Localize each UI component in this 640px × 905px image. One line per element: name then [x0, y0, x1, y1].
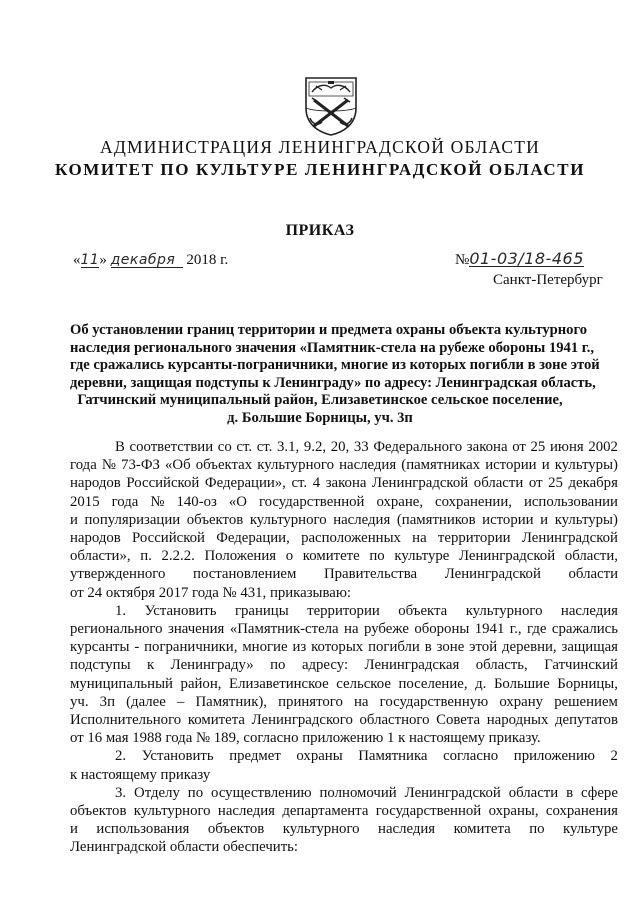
paragraph-line: 2015 года № 140-оз «О государственной охране, сохранении, использовании — [70, 493, 618, 510]
coat-of-arms-emblem — [302, 74, 360, 136]
number-value: 01-03/18-465 — [469, 249, 584, 268]
paragraph-line: 3. Отделу по осуществлению полномочий Ленинградской области в сфере — [115, 784, 618, 801]
paragraph-line: регионального значения «Памятник-стела на рубеже обороны 1941 г., где сражались — [70, 621, 618, 638]
number-sign: № — [455, 252, 470, 268]
title-line: где сражались курсанты-пограничники, многие из которых погибли в зоне этой — [70, 357, 600, 374]
paragraph-line: подступы к Ленинграду» по адресу: Ленинградская область, Гатчинский — [70, 657, 618, 674]
document-type: ПРИКАЗ — [285, 222, 355, 239]
paragraph — [70, 784, 618, 857]
order-body — [70, 438, 618, 857]
paragraph-line: народов Российской Федерации, расположенных на территории Ленинградской — [70, 530, 618, 547]
order-date — [73, 252, 228, 269]
date-open-quote: « — [73, 252, 81, 268]
date-year: 2018 г. — [186, 252, 229, 268]
paragraph — [70, 602, 618, 748]
paragraph — [70, 438, 618, 602]
paragraph-line: народов Российской Федерации», ст. 4 закона Ленинградской области от 25 декабря — [70, 475, 618, 492]
paragraph-line: Исполнительного комитета Ленинградского областного Совета народных депутатов — [70, 712, 618, 729]
title-line: д. Большие Борницы, уч. 3п — [227, 409, 413, 426]
paragraph-line: уч. 3п (далее – Памятник), принятого на государственную охрану решением — [70, 693, 618, 710]
organization-name: АДМИНИСТРАЦИЯ ЛЕНИНГРАДСКОЙ ОБЛАСТИ — [100, 137, 540, 157]
paragraph-line: 2. Установить предмет охраны Памятника согласно приложению 2 — [115, 748, 618, 765]
paragraph-line: от 24 октября 2017 года № 431, приказываю: — [70, 584, 352, 601]
city: Санкт-Петербург — [493, 272, 603, 288]
paragraph-line: утвержденного постановлением Правительства Ленинградской области — [70, 566, 618, 583]
paragraph-line: к настоящему приказу — [70, 766, 211, 783]
paragraph-line: года № 73-ФЗ «Об объектах культурного наследия (памятниках истории и культуры) — [70, 457, 618, 474]
paragraph-line: и использования объектов культурного наследия комитета по культуре — [70, 821, 618, 838]
paragraph-line: Ленинградской области обеспечить: — [70, 839, 299, 856]
date-month: декабря — [111, 253, 183, 268]
title-line: наследия регионального значения «Памятник-стела на рубеже обороны 1941 г., — [70, 339, 595, 356]
paragraph-line: курсанты - пограничники, многие из которых погибли в зоне этой деревни, защищая — [70, 639, 618, 656]
title-line: деревни, защищая подступы к Ленинграду» по адресу: Ленинградская область, — [70, 374, 596, 391]
date-close-quote: » — [99, 252, 107, 268]
paragraph — [70, 747, 618, 783]
committee-name: КОМИТЕТ ПО КУЛЬТУРЕ ЛЕНИНГРАДСКОЙ ОБЛАСТИ — [54, 160, 586, 179]
paragraph-line: от 16 мая 1988 года № 189, согласно приложению 1 к настоящему приказу. — [70, 730, 541, 747]
order-title — [70, 322, 600, 428]
order-number — [455, 249, 584, 269]
paragraph-line: области», п. 2.2.2. Положения о комитете по культуре Ленинградской области, — [70, 548, 618, 565]
paragraph-line: муниципальный район, Елизаветинское сельское поселение, д. Большие Борницы, — [70, 675, 618, 692]
paragraph-line: и популяризации объектов культурного наследия (памятников истории и культуры) — [70, 511, 618, 528]
paragraph-line: объектов культурного наследия департамента государственной охраны, сохранения — [70, 803, 618, 820]
paragraph-line: 1. Установить границы территории объекта культурного наследия — [115, 602, 618, 619]
title-line: Гатчинский муниципальный район, Елизаветинское сельское поселение, — [77, 392, 563, 409]
paragraph-line: В соответствии со ст. ст. 3.1, 9.2, 20, 33 Федерального закона от 25 июня 2002 — [115, 439, 618, 455]
title-line: Об установлении границ территории и предмета охраны объекта культурного — [70, 322, 588, 338]
date-day: 11 — [80, 252, 100, 268]
